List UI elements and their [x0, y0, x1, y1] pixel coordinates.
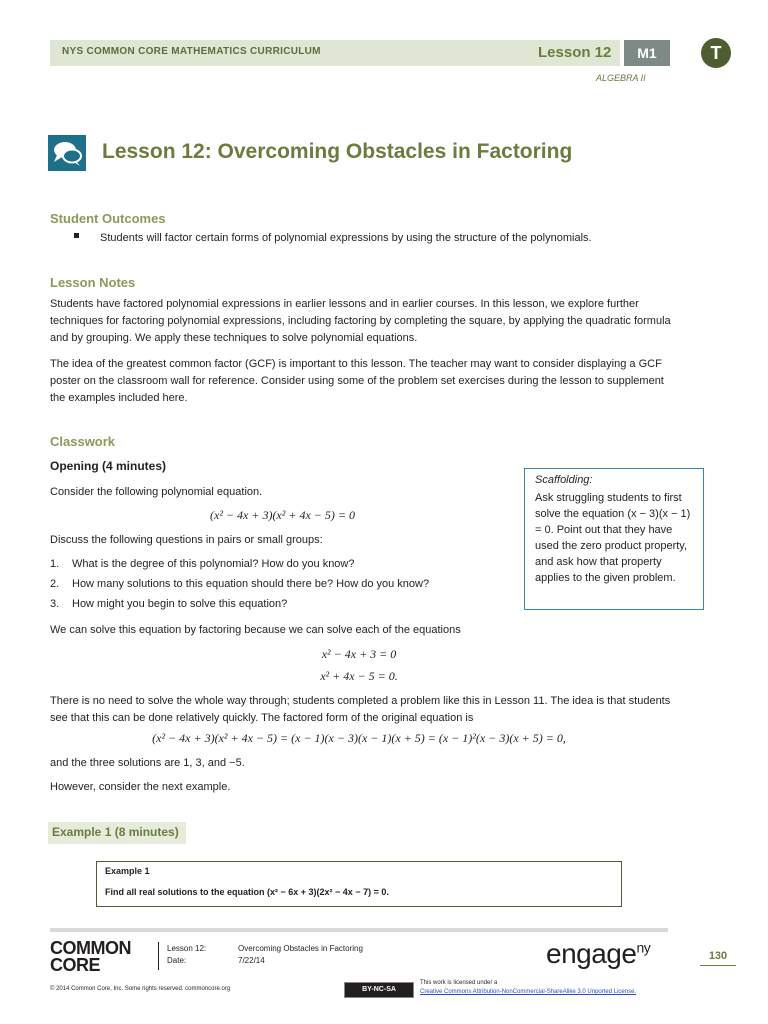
license-link[interactable]: Creative Commons Attribution-NonCommercial-ShareAlike 3.0 Unported License. [420, 989, 637, 995]
example-box [96, 861, 622, 907]
question-number: 2. [50, 578, 60, 590]
footer-lesson-label: Lesson 12: [167, 944, 207, 953]
logo-line: COMMON [50, 938, 131, 958]
cc-license-badge[interactable]: BY-NC-SA [344, 982, 414, 998]
example-box-text: Find all real solutions to the equation (x² − 6x + 3)(2x² − 4x − 7) = 0. [105, 887, 389, 897]
engage-sup: ny [636, 939, 651, 956]
footer-date-value: 7/22/14 [238, 956, 265, 965]
curriculum-label: NYS COMMON CORE MATHEMATICS CURRICULUM [62, 46, 321, 57]
license-text: This work is licensed under a [420, 980, 498, 986]
footer-divider [158, 942, 159, 970]
engageny-logo [546, 938, 650, 970]
example-heading: Example 1 (8 minutes) [52, 825, 179, 839]
classwork-heading: Classwork [50, 434, 116, 449]
opening-heading: Opening (4 minutes) [50, 459, 167, 473]
question-text: How might you begin to solve this equation? [72, 598, 288, 610]
factored-equation: (x² − 4x + 3)(x² + 4x − 5) = (x − 1)(x − 3)(x − 1)(x + 5) = (x − 1)²(x − 3)(x + 5) = 0, [152, 731, 566, 745]
lesson-notes-paragraph: Students have factored polynomial expressions in earlier lessons and in earlier courses. In this lesson, we explore further techniques for factoring polynomial expressions, including factoring by completing the square, by applying the quadratic formula and by grouping. We apply these techniques to solve polynomial equations. [50, 298, 671, 344]
equation-a: x² − 4x + 3 = 0 [321, 647, 397, 661]
bullet-icon [74, 233, 79, 238]
student-outcomes-heading: Student Outcomes [50, 211, 166, 226]
lesson-notes-heading: Lesson Notes [50, 275, 136, 290]
discussion-icon [48, 135, 86, 171]
scaffolding-box [524, 468, 704, 610]
discuss-text: Discuss the following questions in pairs or small groups: [50, 534, 323, 546]
copyright-text: © 2014 Common Core, Inc. Some rights reserved. commoncore.org [50, 986, 231, 992]
footer-date-label: Date: [167, 956, 187, 965]
question-number: 3. [50, 598, 60, 610]
engage-text: engage [546, 938, 637, 969]
lesson-title: Lesson 12: Overcoming Obstacles in Factoring [102, 140, 573, 163]
however-text: However, consider the next example. [50, 781, 231, 793]
footer-rule [50, 928, 668, 932]
footer-lesson-value: Overcoming Obstacles in Factoring [238, 944, 363, 953]
intro-text: Consider the following polynomial equation. [50, 486, 263, 498]
module-badge: M1 [624, 40, 670, 66]
teacher-badge: T [701, 38, 731, 68]
explanation-text: There is no need to solve the whole way through; students completed a problem like this in Lesson 11. The idea is that students see that this can be done relatively quickly. The factored form of the original equation is [50, 695, 671, 724]
question-text: How many solutions to this equation should there be? How do you know? [72, 578, 430, 590]
solutions-text: and the three solutions are 1, 3, and −5. [50, 757, 245, 769]
example-box-title: Example 1 [105, 866, 150, 876]
question-text: What is the degree of this polynomial? How do you know? [72, 558, 355, 570]
header-lesson-label: Lesson 12 [538, 44, 612, 61]
subject-label: ALGEBRA II [596, 73, 646, 83]
scaffolding-title: Scaffolding: [535, 474, 593, 486]
logo-line: CORE [50, 955, 101, 975]
outcome-item: Students will factor certain forms of polynomial expressions by using the structure of the polynomials. [100, 232, 592, 244]
lesson-notes-paragraph: The idea of the greatest common factor (GCF) is important to this lesson. The teacher may want to consider displaying a GCF poster on the classroom wall for reference. Consider using some of the problem set exercises during the lesson to supplement the examples included here. [50, 358, 664, 404]
common-core-logo [50, 940, 150, 974]
question-number: 1. [50, 558, 60, 570]
equation-b: x² + 4x − 5 = 0. [320, 669, 398, 683]
main-equation: (x² − 4x + 3)(x² + 4x − 5) = 0 [210, 508, 355, 522]
page-number: 130 [700, 950, 736, 966]
solve-text: We can solve this equation by factoring because we can solve each of the equations [50, 624, 461, 636]
scaffolding-text: Ask struggling students to first solve the equation (x − 3)(x − 1) = 0. Point out that they have used the zero product property, and ask how that property applies to the given problem. [535, 492, 691, 584]
